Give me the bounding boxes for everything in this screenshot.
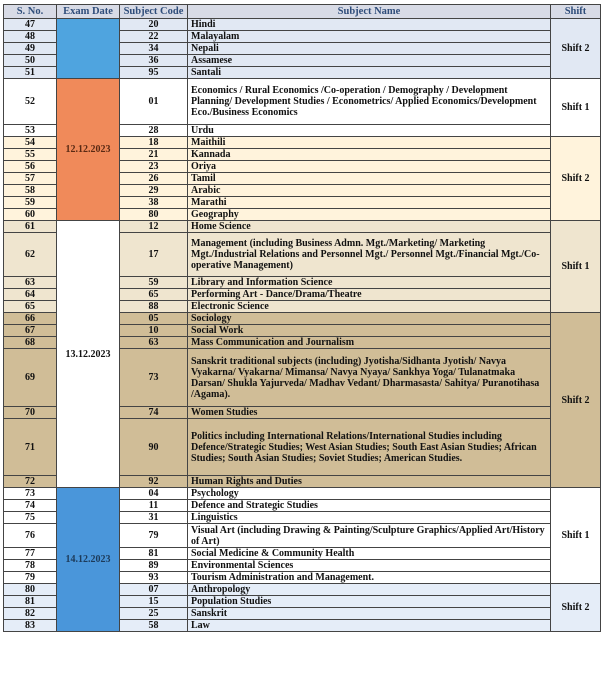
sno-cell: 77 bbox=[4, 548, 57, 560]
sno-cell: 65 bbox=[4, 301, 57, 313]
subject-code-cell: 74 bbox=[120, 407, 188, 419]
subject-code-cell: 17 bbox=[120, 233, 188, 277]
subject-code-cell: 12 bbox=[120, 221, 188, 233]
subject-name-cell: Sanskrit bbox=[188, 608, 551, 620]
subject-code-cell: 81 bbox=[120, 548, 188, 560]
sno-cell: 47 bbox=[4, 19, 57, 31]
subject-code-cell: 28 bbox=[120, 125, 188, 137]
sno-cell: 64 bbox=[4, 289, 57, 301]
subject-name-cell: Social Work bbox=[188, 325, 551, 337]
sno-cell: 72 bbox=[4, 476, 57, 488]
subject-code-cell: 21 bbox=[120, 149, 188, 161]
subject-name-cell: Kannada bbox=[188, 149, 551, 161]
subject-name-cell: Hindi bbox=[188, 19, 551, 31]
subject-name-cell: Sociology bbox=[188, 313, 551, 325]
sno-cell: 83 bbox=[4, 620, 57, 632]
sno-cell: 74 bbox=[4, 500, 57, 512]
subject-code-cell: 23 bbox=[120, 161, 188, 173]
exam-date-cell: 13.12.2023 bbox=[57, 221, 120, 488]
subject-name-cell: Malayalam bbox=[188, 31, 551, 43]
header-row bbox=[4, 5, 601, 19]
subject-name-cell: Visual Art (including Drawing & Painting/Sculpture Graphics/Applied Art/History of Art) bbox=[188, 524, 551, 548]
subject-name-cell: Tamil bbox=[188, 173, 551, 185]
subject-code-cell: 73 bbox=[120, 349, 188, 407]
subject-name-cell: Women Studies bbox=[188, 407, 551, 419]
table-row bbox=[4, 488, 601, 500]
subject-code-cell: 93 bbox=[120, 572, 188, 584]
subject-name-cell: Performing Art - Dance/Drama/Theatre bbox=[188, 289, 551, 301]
subject-code-cell: 10 bbox=[120, 325, 188, 337]
subject-code-cell: 26 bbox=[120, 173, 188, 185]
subject-code-cell: 80 bbox=[120, 209, 188, 221]
sno-cell: 50 bbox=[4, 55, 57, 67]
sno-cell: 69 bbox=[4, 349, 57, 407]
subject-name-cell: Maithili bbox=[188, 137, 551, 149]
subject-code-cell: 89 bbox=[120, 560, 188, 572]
subject-name-cell: Social Medicine & Community Health bbox=[188, 548, 551, 560]
sno-cell: 81 bbox=[4, 596, 57, 608]
subject-name-cell: Law bbox=[188, 620, 551, 632]
subject-name-cell: Defence and Strategic Studies bbox=[188, 500, 551, 512]
shift-cell: Shift 2 bbox=[551, 19, 601, 79]
subject-code-cell: 90 bbox=[120, 419, 188, 476]
sno-cell: 54 bbox=[4, 137, 57, 149]
shift-cell: Shift 2 bbox=[551, 137, 601, 221]
subject-code-cell: 04 bbox=[120, 488, 188, 500]
header-subject-code: Subject Code bbox=[120, 5, 188, 19]
shift-cell: Shift 2 bbox=[551, 313, 601, 488]
subject-name-cell: Human Rights and Duties bbox=[188, 476, 551, 488]
sno-cell: 55 bbox=[4, 149, 57, 161]
subject-code-cell: 34 bbox=[120, 43, 188, 55]
subject-code-cell: 11 bbox=[120, 500, 188, 512]
subject-name-cell: Arabic bbox=[188, 185, 551, 197]
subject-code-cell: 18 bbox=[120, 137, 188, 149]
sno-cell: 68 bbox=[4, 337, 57, 349]
subject-code-cell: 29 bbox=[120, 185, 188, 197]
subject-code-cell: 22 bbox=[120, 31, 188, 43]
sno-cell: 52 bbox=[4, 79, 57, 125]
schedule-table bbox=[3, 4, 601, 632]
subject-code-cell: 95 bbox=[120, 67, 188, 79]
sno-cell: 75 bbox=[4, 512, 57, 524]
sno-cell: 56 bbox=[4, 161, 57, 173]
subject-name-cell: Management (including Business Admn. Mgt./Marketing/ Marketing Mgt./Industrial Relations and Personnel Mgt./ Personnel Mgt./Financial Mgt./Co-operative Management) bbox=[188, 233, 551, 277]
subject-code-cell: 88 bbox=[120, 301, 188, 313]
subject-name-cell: Anthropology bbox=[188, 584, 551, 596]
sno-cell: 82 bbox=[4, 608, 57, 620]
subject-name-cell: Nepali bbox=[188, 43, 551, 55]
table-row bbox=[4, 19, 601, 31]
subject-name-cell: Oriya bbox=[188, 161, 551, 173]
sno-cell: 61 bbox=[4, 221, 57, 233]
sno-cell: 63 bbox=[4, 277, 57, 289]
subject-name-cell: Electronic Science bbox=[188, 301, 551, 313]
subject-name-cell: Economics / Rural Economics /Co-operation / Demography / Development Planning/ Development Studies / Econometrics/ Applied Economics/Development Eco./Business Economics bbox=[188, 79, 551, 125]
subject-name-cell: Tourism Administration and Management. bbox=[188, 572, 551, 584]
subject-name-cell: Assamese bbox=[188, 55, 551, 67]
subject-name-cell: Home Science bbox=[188, 221, 551, 233]
sno-cell: 57 bbox=[4, 173, 57, 185]
sno-cell: 78 bbox=[4, 560, 57, 572]
table-row bbox=[4, 221, 601, 233]
sno-cell: 80 bbox=[4, 584, 57, 596]
subject-code-cell: 05 bbox=[120, 313, 188, 325]
subject-code-cell: 20 bbox=[120, 19, 188, 31]
subject-name-cell: Urdu bbox=[188, 125, 551, 137]
sno-cell: 79 bbox=[4, 572, 57, 584]
sno-cell: 76 bbox=[4, 524, 57, 548]
subject-code-cell: 59 bbox=[120, 277, 188, 289]
subject-name-cell: Library and Information Science bbox=[188, 277, 551, 289]
subject-code-cell: 92 bbox=[120, 476, 188, 488]
sno-cell: 73 bbox=[4, 488, 57, 500]
subject-code-cell: 07 bbox=[120, 584, 188, 596]
sno-cell: 49 bbox=[4, 43, 57, 55]
sno-cell: 70 bbox=[4, 407, 57, 419]
sno-cell: 53 bbox=[4, 125, 57, 137]
subject-name-cell: Politics including International Relations/International Studies including Defence/Strategic Studies; West Asian Studies; South East Asian Studies; African Studies; South Asian Studies; Soviet Studies; American Studies. bbox=[188, 419, 551, 476]
subject-code-cell: 65 bbox=[120, 289, 188, 301]
subject-code-cell: 63 bbox=[120, 337, 188, 349]
sno-cell: 62 bbox=[4, 233, 57, 277]
subject-name-cell: Sanskrit traditional subjects (including) Jyotisha/Sidhanta Jyotish/ Navya Vyakarna/ Vyakarna/ Mimansa/ Navya Nyaya/ Sankhya Yoga/ Tulanatmaka Darsan/ Shukla Yajurveda/ Madhav Vedant/ Dharmasasta/ Sahitya/ Puranotihasa /Agama). bbox=[188, 349, 551, 407]
sno-cell: 48 bbox=[4, 31, 57, 43]
sno-cell: 67 bbox=[4, 325, 57, 337]
sno-cell: 71 bbox=[4, 419, 57, 476]
subject-name-cell: Santali bbox=[188, 67, 551, 79]
header-sno: S. No. bbox=[4, 5, 57, 19]
subject-code-cell: 01 bbox=[120, 79, 188, 125]
sno-cell: 60 bbox=[4, 209, 57, 221]
subject-code-cell: 79 bbox=[120, 524, 188, 548]
header-subject-name: Subject Name bbox=[188, 5, 551, 19]
subject-code-cell: 36 bbox=[120, 55, 188, 67]
subject-name-cell: Psychology bbox=[188, 488, 551, 500]
subject-name-cell: Linguistics bbox=[188, 512, 551, 524]
sno-cell: 66 bbox=[4, 313, 57, 325]
subject-name-cell: Environmental Sciences bbox=[188, 560, 551, 572]
subject-code-cell: 15 bbox=[120, 596, 188, 608]
subject-name-cell: Population Studies bbox=[188, 596, 551, 608]
exam-date-cell: 12.12.2023 bbox=[57, 79, 120, 221]
shift-cell: Shift 2 bbox=[551, 584, 601, 632]
subject-name-cell: Mass Communication and Journalism bbox=[188, 337, 551, 349]
subject-code-cell: 58 bbox=[120, 620, 188, 632]
exam-schedule bbox=[3, 4, 601, 632]
shift-cell: Shift 1 bbox=[551, 488, 601, 584]
header-shift: Shift bbox=[551, 5, 601, 19]
header-exam-date: Exam Date bbox=[57, 5, 120, 19]
shift-cell: Shift 1 bbox=[551, 79, 601, 137]
shift-cell: Shift 1 bbox=[551, 221, 601, 313]
exam-date-cell: 14.12.2023 bbox=[57, 488, 120, 632]
subject-code-cell: 38 bbox=[120, 197, 188, 209]
table-row bbox=[4, 79, 601, 125]
subject-code-cell: 31 bbox=[120, 512, 188, 524]
sno-cell: 58 bbox=[4, 185, 57, 197]
subject-name-cell: Geography bbox=[188, 209, 551, 221]
subject-code-cell: 25 bbox=[120, 608, 188, 620]
exam-date-cell bbox=[57, 19, 120, 79]
sno-cell: 59 bbox=[4, 197, 57, 209]
subject-name-cell: Marathi bbox=[188, 197, 551, 209]
sno-cell: 51 bbox=[4, 67, 57, 79]
